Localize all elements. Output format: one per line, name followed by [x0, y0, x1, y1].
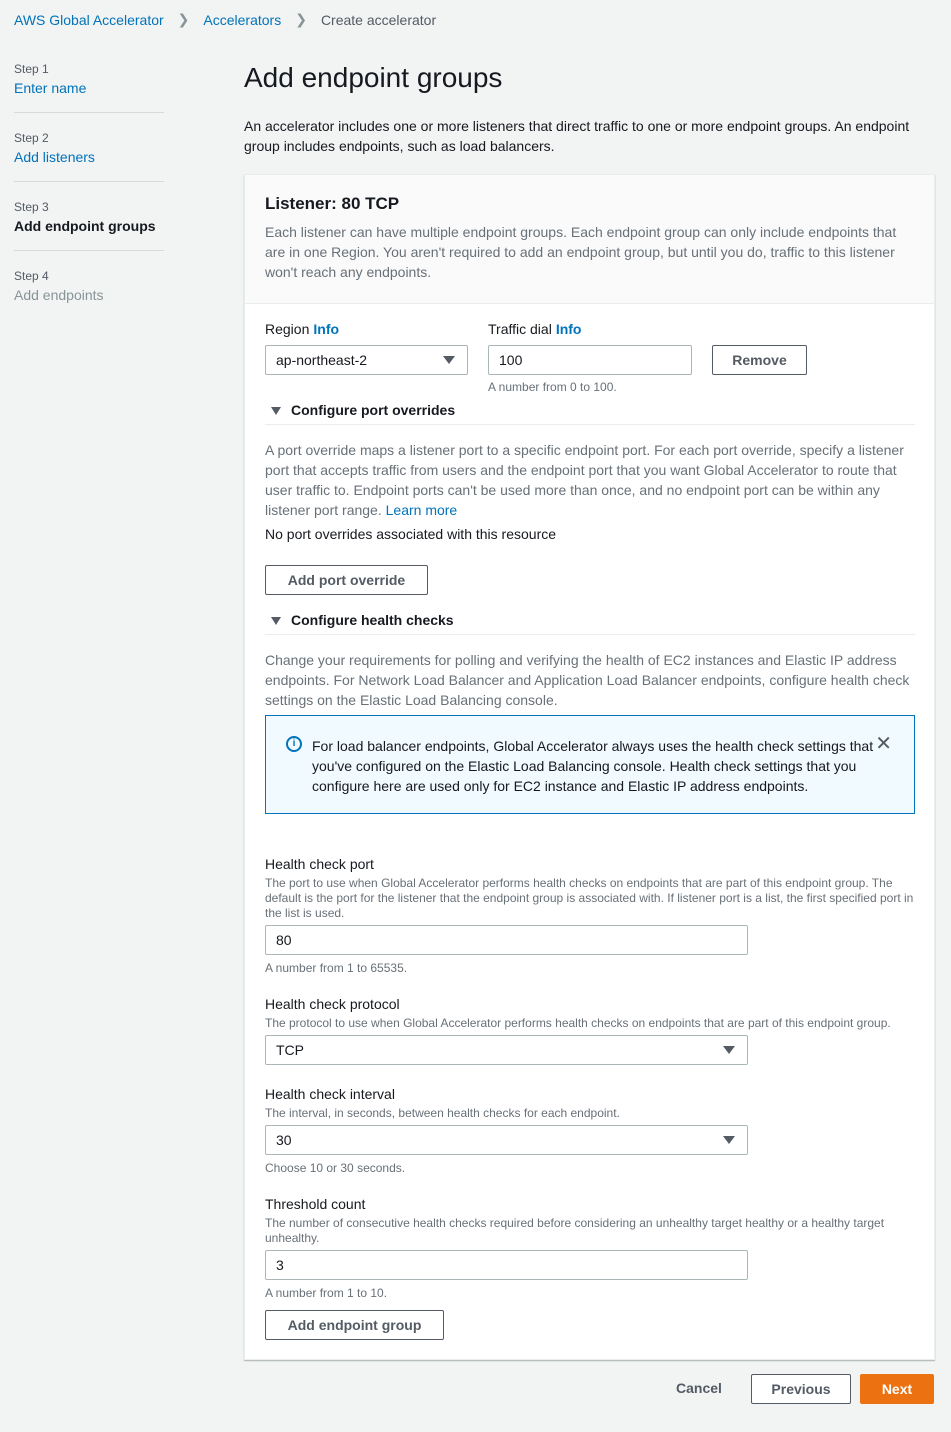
step-1: [14, 62, 164, 113]
caret-down-icon: [723, 1136, 735, 1144]
next-button[interactable]: Next: [860, 1374, 934, 1404]
health-check-protocol-value: TCP: [276, 1042, 304, 1058]
threshold-count-hint: A number from 1 to 10.: [265, 1286, 388, 1300]
remove-button[interactable]: Remove: [712, 345, 807, 375]
step-number: Step 1: [14, 62, 49, 76]
port-overrides-header[interactable]: [265, 402, 915, 425]
step-number: Step 3: [14, 200, 49, 214]
health-check-protocol-select[interactable]: [265, 1035, 748, 1065]
step-3: [14, 200, 164, 251]
chevron-right-icon: ❯: [177, 11, 190, 27]
threshold-count-value: 3: [276, 1257, 284, 1273]
caret-down-icon: [443, 356, 455, 364]
listener-description: Each listener can have multiple endpoint groups. Each endpoint group can only include endpoints that are in one Region. You aren't required to add an endpoint group, but until you do, traffic to this listener won't reach any endpoints.: [265, 224, 897, 280]
listener-title: Listener: 80 TCP: [265, 194, 400, 213]
traffic-dial-info-link[interactable]: Info: [555, 321, 582, 337]
caret-down-icon: [271, 407, 281, 415]
info-icon: i: [286, 736, 302, 752]
breadcrumb-current: Create accelerator: [320, 11, 437, 28]
health-check-interval-select[interactable]: [265, 1125, 748, 1155]
port-overrides-description: [265, 440, 917, 520]
health-check-interval-hint: Choose 10 or 30 seconds.: [265, 1161, 406, 1175]
step-2: [14, 131, 164, 182]
port-overrides-empty: No port overrides associated with this resource: [265, 526, 557, 542]
previous-button[interactable]: Previous: [751, 1374, 851, 1404]
health-check-interval-description: The interval, in seconds, between health checks for each endpoint.: [265, 1106, 620, 1120]
region-select[interactable]: [265, 345, 468, 375]
threshold-count-description: The number of consecutive health checks required before considering an unhealthy target healthy or a healthy target unhealthy.: [265, 1216, 885, 1245]
caret-down-icon: [723, 1046, 735, 1054]
chevron-right-icon: ❯: [295, 11, 307, 27]
health-check-protocol-description: The protocol to use when Global Accelerator performs health checks on endpoints that are part of this endpoint group.: [265, 1016, 891, 1030]
region-info-link[interactable]: Info: [313, 321, 340, 337]
step-number: Step 4: [14, 269, 49, 283]
health-check-port-input[interactable]: [265, 925, 748, 955]
breadcrumb: [14, 11, 436, 28]
threshold-count-label: Threshold count: [265, 1196, 366, 1212]
health-checks-description: Change your requirements for polling and verifying the health of EC2 instances and Elastic IP address endpoints. For Network Load Balancer and Application Load Balancer endpoints, configure health check settings on the Elastic Load Balancing console.: [265, 652, 910, 708]
learn-more-link[interactable]: Learn more: [385, 502, 458, 518]
port-overrides-description-text: A port override maps a listener port to a specific endpoint port. For each port override, specify a listener port that accepts traffic from users and the endpoint port that you want Global Accelerator to route that user traffic to. Endpoint ports can't be used more than once, and no endpoint port can be within any listener port range.: [265, 442, 904, 518]
traffic-dial-input[interactable]: [488, 345, 692, 375]
wizard-steps: [14, 62, 164, 337]
health-check-interval-value: 30: [276, 1132, 292, 1148]
panel-header: [245, 175, 934, 304]
port-overrides-title: Configure port overrides: [291, 402, 456, 418]
info-alert-text: For load balancer endpoints, Global Accelerator always uses the health check settings that you've configured on the Elastic Load Balancing console. Health check settings that you configure here are used only for EC2 instance and Elastic IP address endpoints.: [312, 738, 874, 794]
region-select-value: ap-northeast-2: [276, 352, 368, 368]
region-label: [265, 321, 339, 337]
health-check-port-value: 80: [276, 932, 292, 948]
caret-down-icon: [271, 617, 281, 625]
breadcrumb-link-global-accelerator[interactable]: AWS Global Accelerator: [14, 11, 164, 28]
traffic-dial-value: 100: [499, 352, 523, 368]
health-check-port-description: The port to use when Global Accelerator performs health checks on endpoints that are part of this endpoint group. The default is the port for the listener that the endpoint group is associated with. If listener port is a list, the first specified port in the list is used.: [265, 876, 914, 920]
health-checks-title: Configure health checks: [291, 612, 454, 628]
step-number: Step 2: [14, 131, 49, 145]
health-check-interval-label: Health check interval: [265, 1086, 395, 1102]
health-check-protocol-label: Health check protocol: [265, 996, 400, 1012]
threshold-count-input[interactable]: [265, 1250, 748, 1280]
traffic-dial-label-text: Traffic dial: [488, 321, 552, 337]
step-current-add-endpoint-groups: Add endpoint groups: [14, 218, 156, 234]
info-alert: [265, 715, 915, 814]
health-check-port-label: Health check port: [265, 856, 374, 872]
add-endpoint-group-button[interactable]: Add endpoint group: [265, 1310, 444, 1340]
step-link-enter-name[interactable]: Enter name: [14, 80, 87, 96]
step-4: [14, 269, 164, 319]
listener-panel: [244, 174, 935, 1360]
traffic-dial-hint: A number from 0 to 100.: [488, 380, 617, 394]
page-description: An accelerator includes one or more listeners that direct traffic to one or more endpoint groups. An endpoint group includes endpoints, such as load balancers.: [244, 118, 910, 154]
health-checks-header[interactable]: [265, 612, 915, 635]
close-icon[interactable]: ✕: [875, 733, 892, 755]
region-label-text: Region: [265, 321, 310, 337]
health-check-port-hint: A number from 1 to 65535.: [265, 961, 408, 975]
step-link-add-listeners[interactable]: Add listeners: [14, 149, 95, 165]
add-port-override-button[interactable]: Add port override: [265, 565, 428, 595]
breadcrumb-link-accelerators[interactable]: Accelerators: [203, 11, 282, 28]
step-label-add-endpoints: Add endpoints: [14, 287, 104, 303]
page-title: Add endpoint groups: [244, 62, 503, 93]
traffic-dial-label: [488, 321, 581, 337]
cancel-button[interactable]: Cancel: [676, 1380, 722, 1396]
